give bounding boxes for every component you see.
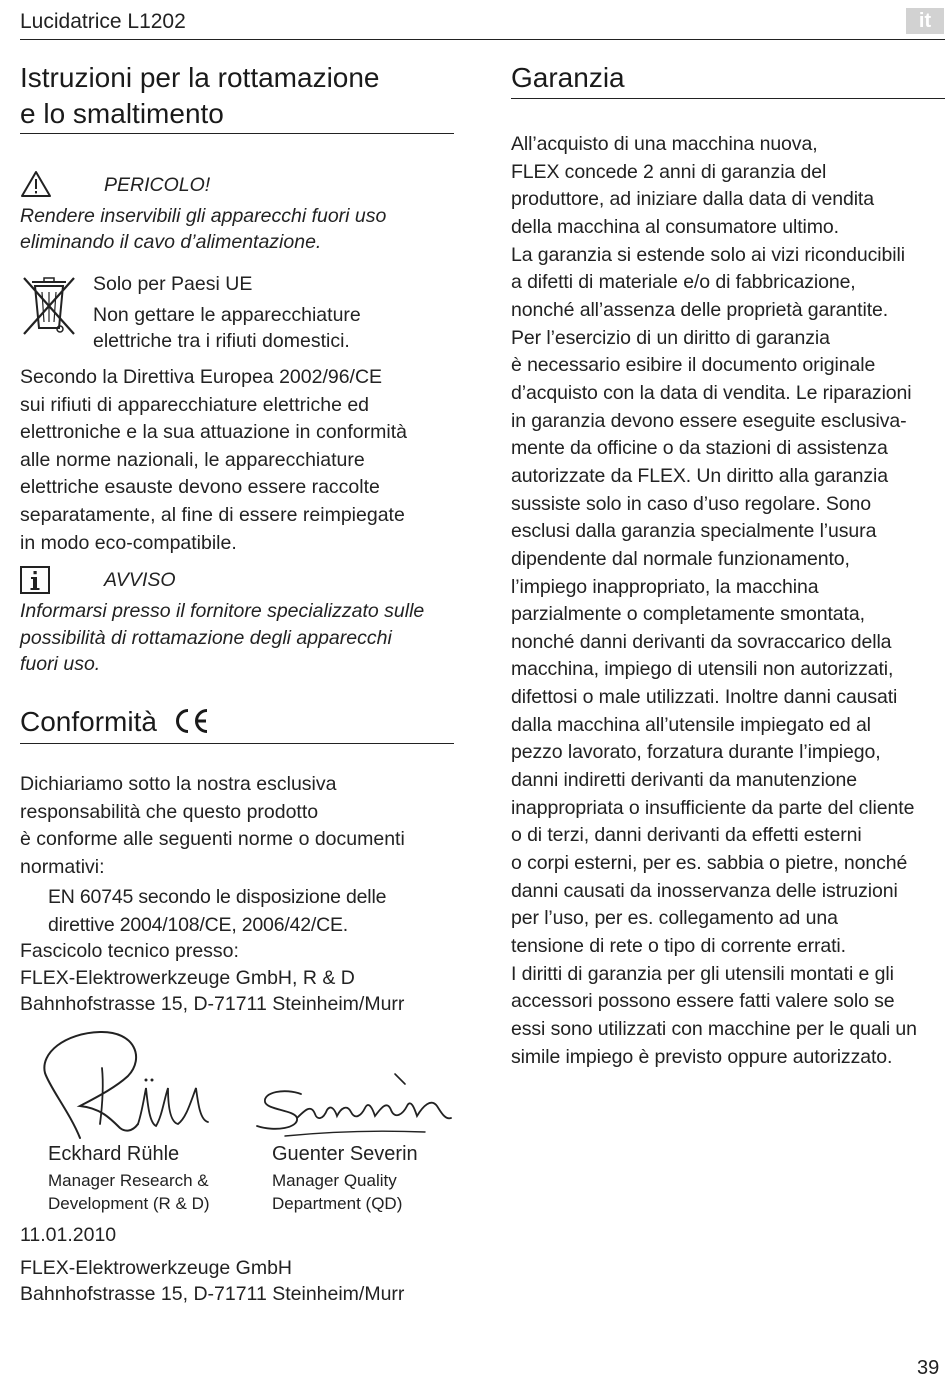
standards-text xyxy=(48,884,386,939)
danger-line: eliminando il cavo d’alimentazione. xyxy=(20,231,322,253)
warranty-line: a difetti di materiale e/o di fabbricazione, xyxy=(511,271,856,294)
address-line: Bahnhofstrasse 15, D-71711 Steinheim/Murr xyxy=(20,1283,405,1305)
language-badge: it xyxy=(906,8,944,34)
warranty-line: accessori possono essere fatti valere solo se xyxy=(511,990,895,1013)
warning-triangle-icon xyxy=(20,170,52,198)
signatory-block-1 xyxy=(48,1143,210,1215)
warranty-line: o di terzi, danni derivanti da effetti esterni xyxy=(511,824,862,847)
declaration-line: normativi: xyxy=(20,855,105,878)
disposal-heading xyxy=(20,60,380,132)
ce-mark xyxy=(171,707,211,744)
disposal-rule xyxy=(20,133,454,134)
warranty-line: inappropriata o insufficiente da parte del cliente xyxy=(511,796,915,819)
notice-line: fuori uso. xyxy=(20,653,101,675)
crossed-bin-icon xyxy=(20,276,78,338)
warranty-rule xyxy=(511,98,945,99)
warranty-line: Per l’esercizio di un diritto di garanzia xyxy=(511,326,830,349)
eu-line: elettriche tra i rifiuti domestici. xyxy=(93,330,350,352)
warranty-line: l’impiego inappropriato, la macchina xyxy=(511,575,819,598)
warranty-line: parzialmente o completamente smontata, xyxy=(511,603,865,626)
warranty-line: FLEX concede 2 anni di garanzia del xyxy=(511,160,827,183)
warranty-line: essi sono utilizzati con macchine per le quali un xyxy=(511,1018,917,1040)
company-address xyxy=(20,1255,404,1307)
warranty-line: pezzo lavorato, forzatura durante l’impiego, xyxy=(511,741,881,764)
directive-line: in modo eco-compatibile. xyxy=(20,531,237,554)
warranty-line: I diritti di garanzia per gli utensili montati e gli xyxy=(511,962,894,985)
warranty-heading: Garanzia xyxy=(511,62,625,93)
warranty-line: per l’uso, per es. collegamento ad una xyxy=(511,907,838,930)
declaration-date: 11.01.2010 xyxy=(20,1224,117,1246)
danger-line: Rendere inservibili gli apparecchi fuori uso xyxy=(20,205,387,227)
warranty-line: sussiste solo in caso d’uso regolare. Sono xyxy=(511,492,872,515)
file-line: Bahnhofstrasse 15, D-71711 Steinheim/Murr xyxy=(20,993,405,1015)
standard-line: direttive 2004/108/CE, 2006/42/CE. xyxy=(48,913,348,936)
directive-line: alle norme nazionali, le apparecchiature xyxy=(20,448,365,471)
warranty-line: esclusi dalla garanzia specialmente l’usura xyxy=(511,520,877,543)
warranty-line: dipendente dal normale funzionamento, xyxy=(511,547,850,570)
signatory-role: Department (QD) xyxy=(272,1194,403,1213)
declaration-line: Dichiariamo sotto la nostra esclusiva xyxy=(20,773,337,795)
notice-line: Informarsi presso il fornitore specializzato sulle xyxy=(20,600,425,622)
conformity-heading-text: Conformità xyxy=(20,706,157,737)
warranty-line: difettosi o male utilizzati. Inoltre danni causati xyxy=(511,686,898,709)
warranty-line: d’acquisto con la data di vendita. Le riparazioni xyxy=(511,381,912,404)
warranty-line: dalla macchina all’utensile impiegato ed al xyxy=(511,713,871,736)
warranty-line: All’acquisto di una macchina nuova, xyxy=(511,133,818,155)
info-icon xyxy=(20,566,50,594)
signature-severin xyxy=(255,1070,455,1142)
danger-text xyxy=(20,203,386,255)
conformity-heading xyxy=(20,704,211,744)
disposal-heading-line: e lo smaltimento xyxy=(20,98,224,129)
declaration-line: è conforme alle seguenti norme o documenti xyxy=(20,828,405,851)
eu-line: Solo per Paesi UE xyxy=(93,273,253,295)
warranty-line: danni causati da inosservanza delle istruzioni xyxy=(511,879,898,902)
document-title: Lucidatrice L1202 xyxy=(20,10,186,33)
notice-text xyxy=(20,598,424,678)
signatory-role: Manager Research & xyxy=(48,1171,209,1190)
signatory-name: Guenter Severin xyxy=(272,1143,418,1165)
warranty-line: nonché danni derivanti da sovraccarico della xyxy=(511,630,892,653)
directive-line: separatamente, al fine di essere reimpiegate xyxy=(20,503,405,526)
danger-title: PERICOLO! xyxy=(104,174,211,196)
file-line: Fascicolo tecnico presso: xyxy=(20,940,239,962)
warranty-line: produttore, ad iniziare dalla data di vendita xyxy=(511,188,874,211)
declaration-line: responsabilità che questo prodotto xyxy=(20,800,319,823)
warranty-text xyxy=(511,131,947,1071)
signatory-name: Eckhard Rühle xyxy=(48,1143,180,1165)
warranty-line: nonché all’assenza delle proprietà garantite. xyxy=(511,298,889,321)
conformity-rule xyxy=(20,743,454,744)
warranty-line: è necessario esibire il documento originale xyxy=(511,354,876,377)
directive-line: elettriche esauste devono essere raccolte xyxy=(20,476,380,499)
directive-line: sui rifiuti di apparecchiature elettriche ed xyxy=(20,393,370,416)
directive-paragraph xyxy=(20,364,407,557)
standard-line: EN 60745 secondo le disposizione delle xyxy=(48,886,387,908)
warranty-line: mente da officine o da stazioni di assistenza xyxy=(511,437,888,460)
eu-line: Non gettare le apparecchiature xyxy=(93,304,361,326)
notice-line: possibilità di rottamazione degli apparecchi xyxy=(20,626,392,649)
declaration-paragraph xyxy=(20,771,405,881)
warranty-line: della macchina al consumatore ultimo. xyxy=(511,215,839,238)
header-rule xyxy=(20,39,945,40)
warranty-line: tensione di rete o tipo di corrente errati. xyxy=(511,935,846,958)
signatory-block-2 xyxy=(272,1143,418,1215)
technical-file-text xyxy=(20,938,404,1018)
eu-only-text xyxy=(93,270,361,356)
directive-line: elettroniche e la sua attuazione in conformità xyxy=(20,421,407,444)
signature-ruehle xyxy=(40,1028,220,1140)
warranty-line: autorizzate da FLEX. Un diritto alla garanzia xyxy=(511,464,889,487)
signatory-role: Development (R & D) xyxy=(48,1194,210,1213)
warranty-line: o corpi esterni, per es. sabbia o pietre, nonché xyxy=(511,852,908,875)
notice-title: AVVISO xyxy=(104,569,176,591)
warranty-line: danni indiretti derivanti da manutenzione xyxy=(511,769,858,792)
address-line: FLEX-Elektrowerkzeuge GmbH xyxy=(20,1257,293,1279)
file-line: FLEX-Elektrowerkzeuge GmbH, R & D xyxy=(20,966,355,989)
warranty-line: macchina, impiego di utensili non autorizzati, xyxy=(511,658,894,681)
signatory-role: Manager Quality xyxy=(272,1171,397,1190)
warranty-line: simile impiego è previsto oppure autorizzato. xyxy=(511,1045,893,1068)
disposal-heading-line: Istruzioni per la rottamazione xyxy=(20,62,380,93)
warranty-line: La garanzia si estende solo ai vizi riconducibili xyxy=(511,243,905,266)
page-number: 39 xyxy=(917,1357,940,1379)
warranty-line: in garanzia devono essere eseguite esclusiva- xyxy=(511,409,907,432)
directive-line: Secondo la Direttiva Europea 2002/96/CE xyxy=(20,366,383,388)
